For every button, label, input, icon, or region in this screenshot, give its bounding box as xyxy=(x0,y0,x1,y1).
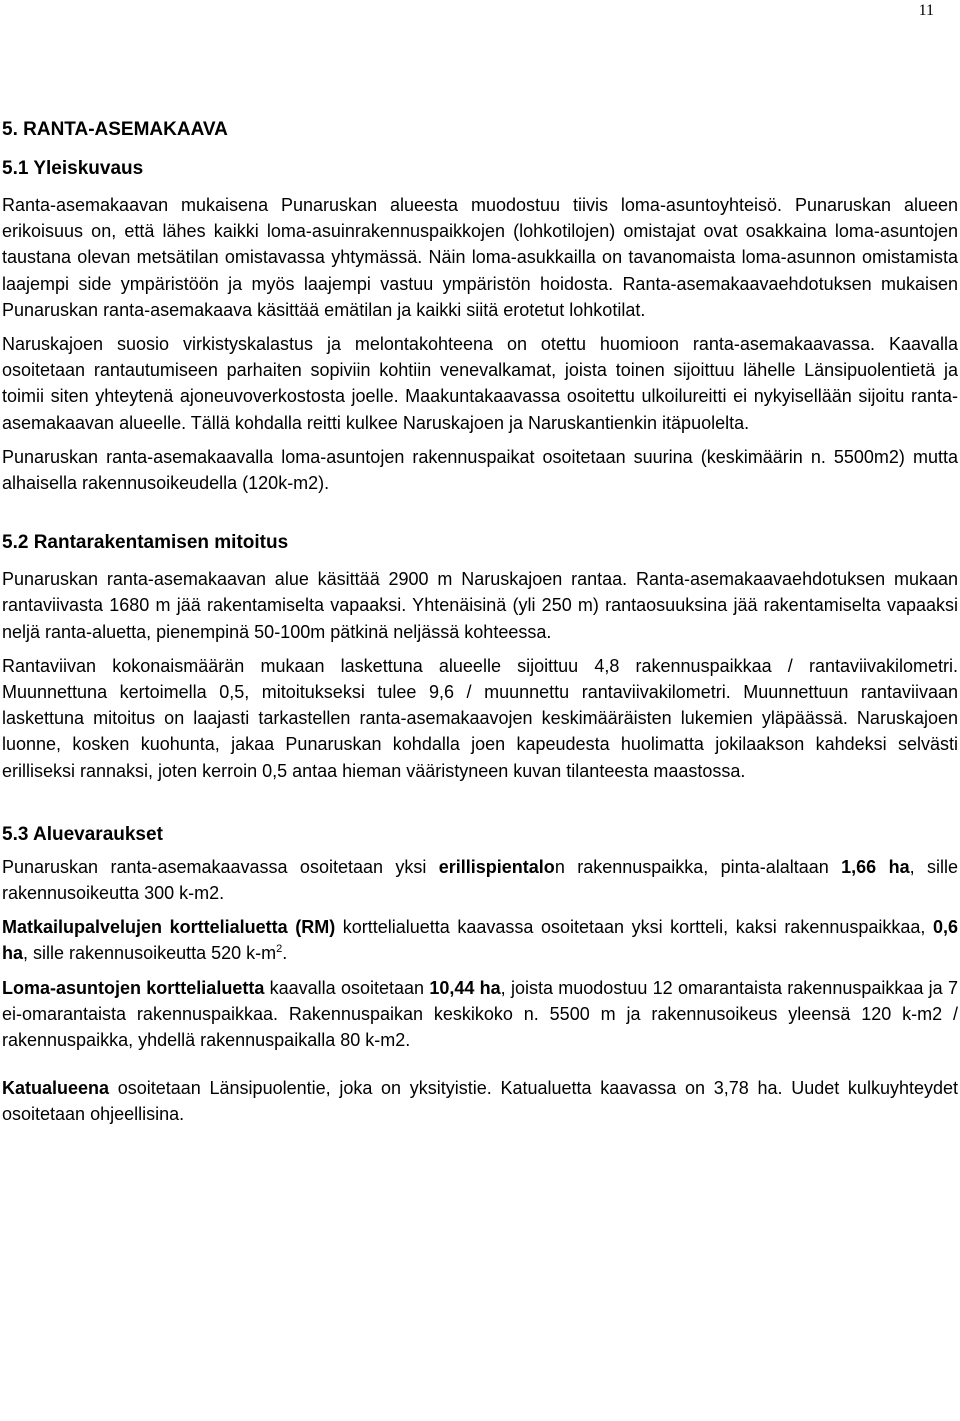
emphasis: 1,66 ha xyxy=(841,856,910,877)
section-5-1-heading: 5.1 Yleiskuvaus xyxy=(2,158,144,179)
emphasis: 0,6 ha xyxy=(2,917,958,964)
text-run: osoitetaan Länsipuolentie, joka on yksityistie. Katualuetta kaavassa on 3,78 ha. Uudet kulkuyhteydet osoitetaan ohjeellisina. xyxy=(2,1078,958,1125)
emphasis: Katualueena xyxy=(2,1078,110,1099)
text-run: , sille rakennusoikeutta 300 k-m2. xyxy=(2,856,958,904)
text-run: Punaruskan ranta-asemakaavassa osoitetaan yksi xyxy=(2,856,439,877)
section-number: 5.2 xyxy=(2,532,29,554)
paragraph: Naruskajoen suosio virkistyskalastus ja melontakohteena on otettu huomioon ranta-asemakaavassa. Kaavalla osoitetaan rantautumiseen parhaiten sopiviin kohtiin venevalkamat, joista toinen sijoittuu lähelle Länsipuolentietä ja toimii siten yhteytenä ajoneuvoverkostosta joelle. Maakuntakaavassa osoitettu ulkoilureitti ei nykyisellään sijoitu ranta-asemakaavan alueelle. Tällä kohdalla reitti kulkee Naruskajoen ja Naruskantienkin itäpuolelta. xyxy=(2,334,958,433)
paragraph: Ranta-asemakaavan mukaisena Punaruskan alueesta muodostuu tiivis loma-asuntoyhteisö. Punaruskan alueen erikoisuus on, että lähes kaikki loma-asuinrakennuspaikkojen (lohkotilojen) omistajat ovat osakkaina loma-asuntojen taustana olevan metsätilan omistavassa yhtymässä. Näin loma-asukkailla on tavanomaista loma-asunnon omistamista laajempi side ympäristöön ja myös laajempi vastuu ympäristön hoidosta. Ranta-asemakaavaehdotuksen mukaisen Punaruskan ranta-asemakaava käsittää emätilan ja kaikki siitä erotetut lohkotilat. xyxy=(2,195,958,320)
text-run: n rakennuspaikka, pinta-alaltaan xyxy=(554,856,842,877)
paragraph: Punaruskan ranta-asemakaavan alue käsittää 2900 m Naruskajoen rantaa. Ranta-asemakaavaehdotuksen mukaan rantaviivasta 1680 m jää rakentamiselta vapaaksi. Yhtenäisinä (yli 250 m) rantaosuuksina jää rakentamiselta vapaaksi neljä ranta-aluetta, pienempinä 50-100m pätkinä neljässä kohteessa. xyxy=(2,569,958,642)
superscript: 2 xyxy=(276,943,283,956)
emphasis: Loma-asuntojen korttelialuetta xyxy=(2,977,265,998)
paragraph: Punaruskan ranta-asemakaavalla loma-asuntojen rakennuspaikat osoitetaan suurina (keskimäärin n. 5500m2) mutta alhaisella rakennusoikeudella (120k-m2). xyxy=(2,446,958,494)
section-5-3-heading xyxy=(2,824,958,846)
text-run: korttelialuetta kaavassa osoitetaan yksi kortteli, kaksi rakennuspaikkaa, xyxy=(335,917,933,938)
section-5-heading: 5. RANTA-ASEMAKAAVA xyxy=(2,119,228,140)
text-run: , joista muodostuu 12 omarantaista rakennuspaikkaa ja 7 ei-omarantaista rakennuspaikkaa. Rakennuspaikan keskikoko n. 5500 m ja rakennusoikeus yleensä 120 k-m2 / rakennuspaikka, yhdellä rakennuspaikalla 80 k-m2. xyxy=(2,977,958,1051)
text-run: , sille rakennusoikeutta 520 k-m xyxy=(23,943,277,964)
section-5-2-heading xyxy=(2,532,958,554)
document-body xyxy=(2,119,958,1136)
page-number: 11 xyxy=(918,2,934,19)
section-title: Aluevaraukset xyxy=(28,823,163,845)
text-run: . xyxy=(282,943,288,964)
emphasis: 10,44 ha xyxy=(429,977,501,998)
emphasis: erillispientalo xyxy=(438,856,555,877)
section-number: 5.3 xyxy=(2,823,29,845)
emphasis: Matkailupalvelujen korttelialuetta (RM) xyxy=(2,917,336,938)
paragraph xyxy=(2,854,958,906)
text-run: kaavalla osoitetaan xyxy=(264,977,430,998)
section-title: Rantarakentamisen mitoitus xyxy=(28,532,289,554)
paragraph xyxy=(2,1075,958,1127)
paragraph: Rantaviivan kokonaismäärän mukaan laskettuna alueelle sijoittuu 4,8 rakennuspaikkaa / rantaviivakilometri. Muunnettuna kertoimella 0,5, mitoitukseksi tulee 9,6 / muunnettu rantaviivakilometri. Muunnettuun rantaviivaan laskettuna mitoitus on laajasti tarkastellen ranta-asemakaavojen keskimääräisten lukemien yläpäässä. Naruskajoen luonne, kosken kuohunta, jakaa Punaruskan kohdalla joen kapeudesta huolimatta jokilaakson kahdeksi selvästi erilliseksi rannaksi, joten kerroin 0,5 antaa hieman vääristyneen kuvan tilanteesta maastossa. xyxy=(2,655,958,781)
paragraph xyxy=(2,914,958,966)
paragraph xyxy=(2,975,958,1054)
